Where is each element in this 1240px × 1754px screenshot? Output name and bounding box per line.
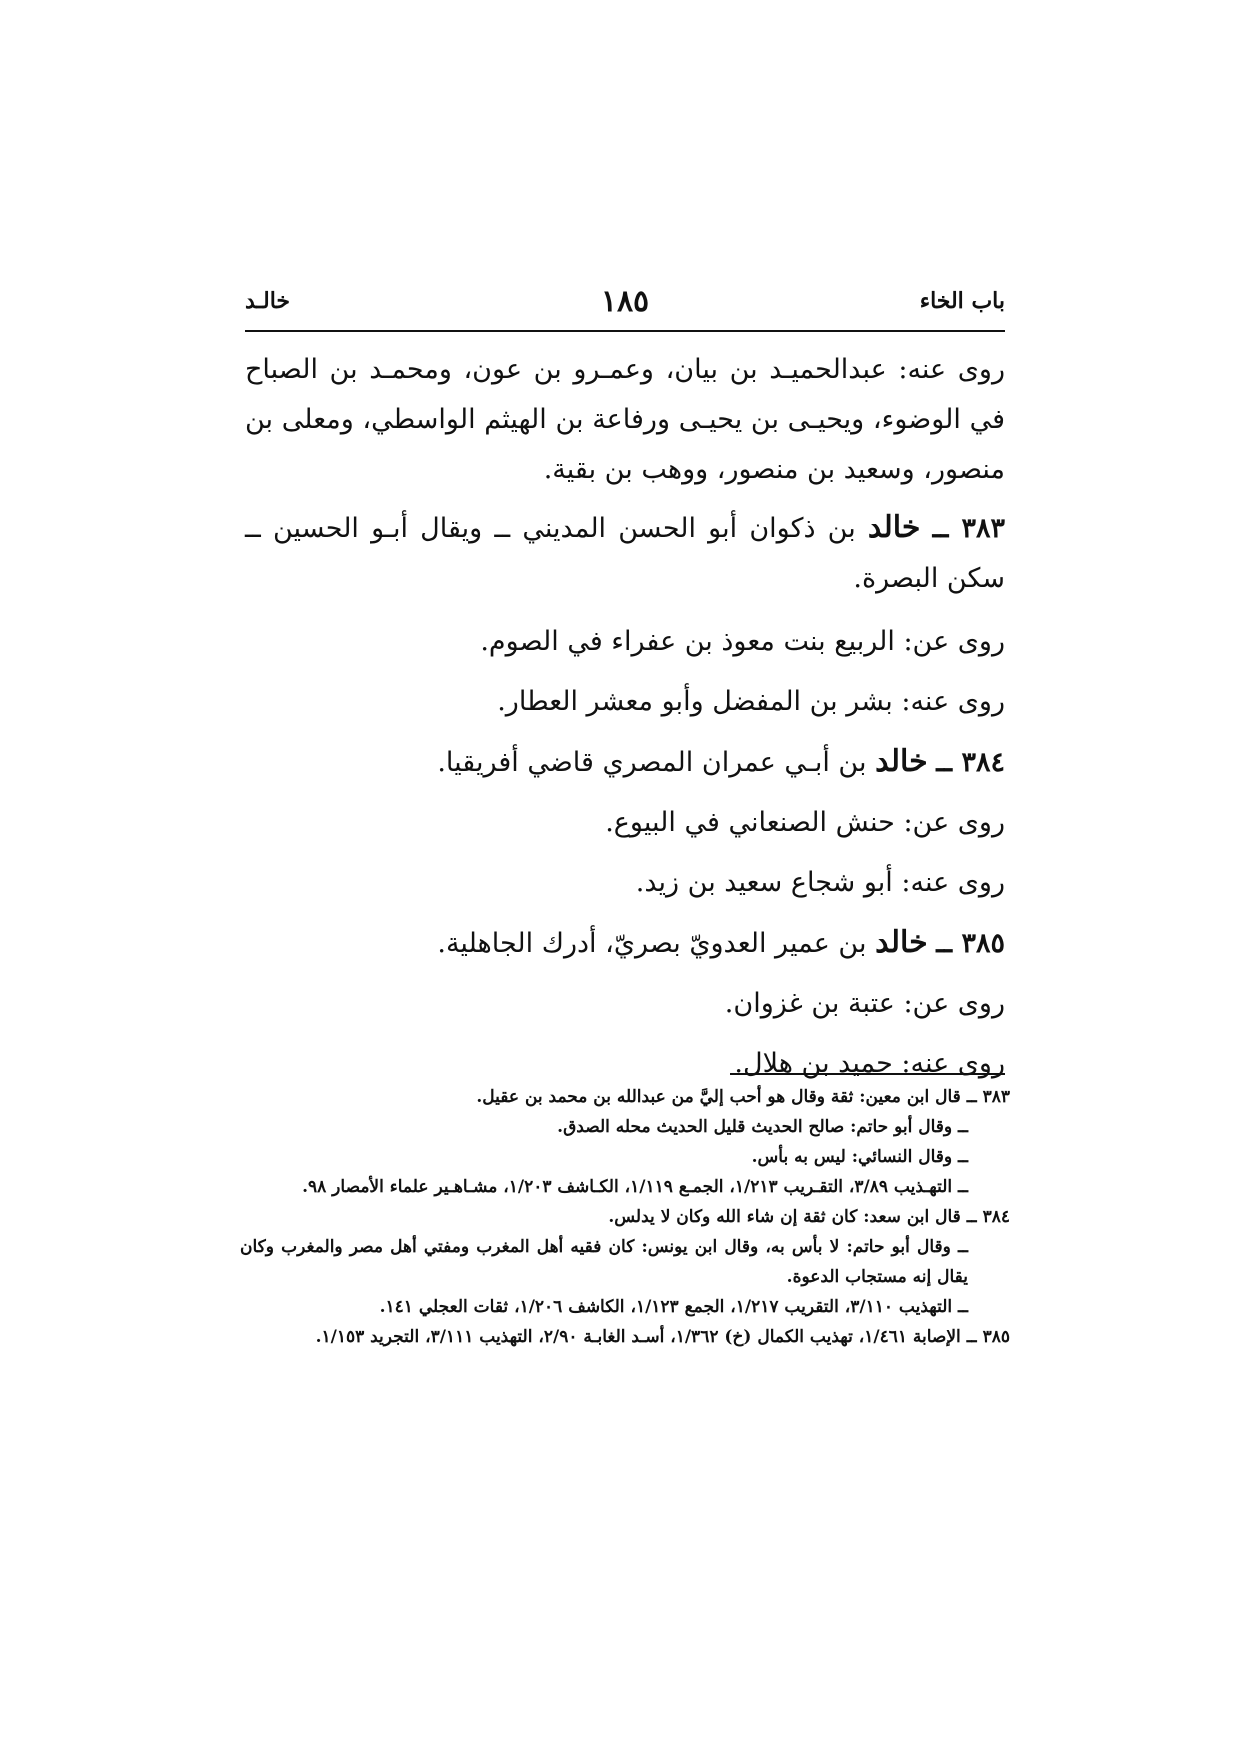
entry-text: بن عمير العدويّ بصريّ، أدرك الجاهلية.	[437, 928, 867, 959]
narrated-by-385: روى عنه: حميد بن هلال.	[734, 1048, 1005, 1079]
entry-name: خالد	[867, 510, 921, 545]
footnotes	[240, 1082, 1010, 1352]
narrated-by-384: روى عنه: أبو شجاع سعيد بن زيد.	[635, 867, 1005, 898]
footnote-385-line: ٣٨٥ ــ الإصابة ١/٤٦١، تهذيب الكمال (خ) ١/٣٦٢، أسـد الغابـة ٢/٩٠، التهذيب ٣/١١١، التجريد ١/١٥٣.	[315, 1327, 1010, 1347]
footnote-divider	[730, 1073, 1005, 1075]
footnote-383-line: ٣٨٣ ــ قال ابن معين: ثقة وقال هو أحب إليَّ من عبدالله بن محمد بن عقيل.	[476, 1087, 1010, 1107]
entry-number: ٣٨٣ ــ	[932, 513, 1005, 544]
entry-name: خالد	[875, 744, 928, 779]
chapter-title: باب الخاء	[919, 288, 1005, 314]
footnote-384-line: ــ وقال أبو حاتم: لا بأس به، وقال ابن يونس: كان فقيه أهل المغرب ومفتي أهل مصر والمغرب وكان يقال إنه مستجاب الدعوة.	[240, 1237, 968, 1287]
narrators-paragraph: روى عنه: عبدالحميـد بن بيان، وعمـرو بن عون، ومحمـد بن الصباح في الوضوء، ويحيـى بن يحيـى ورفاعة بن الهيثم الواسطي، ومعلى بن منصور، وسعيد بن منصور، ووهب بن بقية.	[245, 354, 1005, 485]
entry-text: بن أبـي عمران المصري قاضي أفريقيا.	[437, 747, 867, 778]
entry-383	[245, 503, 1005, 604]
entry-text: بن ذكوان أبو الحسن المديني ــ ويقال أبـو الحسين ــ سكن البصرة.	[245, 513, 1005, 594]
narrated-from-384: روى عن: حنش الصنعاني في البيوع.	[605, 807, 1005, 838]
main-text	[245, 345, 1005, 1094]
narrated-by-383: روى عنه: بشر بن المفضل وأبو معشر العطار.	[497, 686, 1005, 717]
entry-number: ٣٨٥ ــ	[936, 928, 1005, 959]
footnote-384-line: ٣٨٤ ــ قال ابن سعد: كان ثقة إن شاء الله وكان لا يدلس.	[608, 1207, 1010, 1227]
page-header	[245, 284, 1005, 332]
page-number: ١٨٥	[600, 284, 650, 319]
footnote-383-line: ــ التهـذيب ٣/٨٩، التقـريب ١/٢١٣، الجمـع ١/١١٩، الكـاشف ١/٢٠٣، مشـاهـير علماء الأمصار ٩٨.	[302, 1177, 968, 1197]
entry-number: ٣٨٤ ــ	[936, 747, 1005, 778]
narrated-from-383: روى عن: الربيع بنت معوذ بن عفراء في الصوم.	[480, 626, 1005, 657]
footnote-384-line: ــ التهذيب ٣/١١٠، التقريب ١/٢١٧، الجمع ١/١٢٣، الكاشف ١/٢٠٦، ثقات العجلي ١٤١.	[379, 1297, 968, 1317]
footnote-383-line: ــ وقال النسائي: ليس به بأس.	[751, 1147, 968, 1167]
entry-name: خالد	[875, 925, 928, 960]
narrated-from-385: روى عن: عتبة بن غزوان.	[724, 988, 1005, 1019]
footnote-383-line: ــ وقال أبو حاتم: صالح الحديث قليل الحديث محله الصدق.	[557, 1117, 968, 1137]
entry-384	[245, 732, 1005, 793]
entry-385	[245, 913, 1005, 974]
entry-word: خالـد	[245, 288, 290, 314]
